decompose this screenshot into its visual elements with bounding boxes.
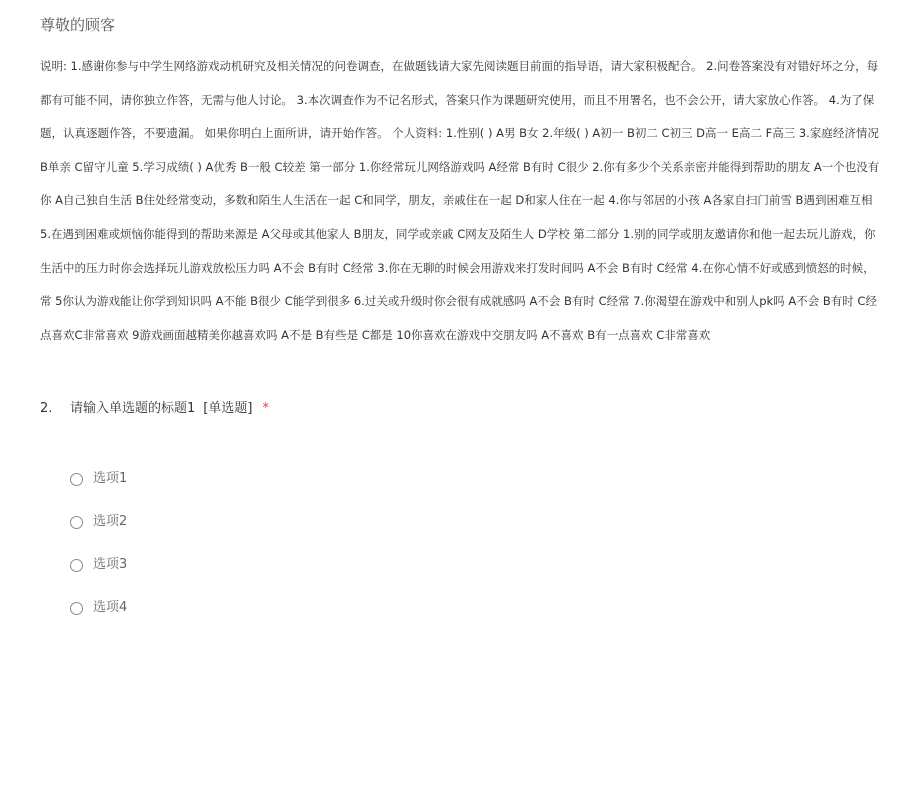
option-label[interactable]: 选项2	[93, 514, 128, 529]
option-1[interactable]	[70, 468, 127, 490]
survey-intro	[40, 55, 900, 357]
question-number: 2.	[40, 401, 53, 416]
intro-line: 常 5你认为游戏能让你学到知识吗 A不能 B很少 C能学到很多 6.过关或升级时你会很有成就感吗 A不会 B有时 C经常 7.你渴望在游戏中和别人pk吗 A不会 B有时 C经	[40, 294, 877, 309]
question-title: 请输入单选题的标题1	[70, 401, 196, 416]
intro-line: 5.在遇到困难或烦恼你能得到的帮助来源是 A父母或其他家人 B朋友，同学或亲戚 C网友及陌生人 D学校 第二部分 1.别的同学或朋友邀请你和他一起去玩儿游戏，你	[40, 226, 876, 241]
intro-line: 题，认真逐题作答，不要遗漏。 如果你明白上面所讲，请开始作答。 个人资料: 1.性别( ) A男 B女 2.年级( ) A初一 B初二 C初三 D高一 E高二 F高三 3.家庭经济情况	[40, 126, 879, 141]
option-label[interactable]: 选项4	[93, 600, 128, 615]
option-label[interactable]: 选项3	[93, 557, 128, 572]
intro-line: B单亲 C留守儿童 5.学习成绩( ) A优秀 B一般 C较差 第一部分 1.你经常玩儿网络游戏吗 A经常 B有时 C很少 2.你有多少个关系亲密并能得到帮助的朋友 A一个也没有	[40, 159, 880, 174]
question-type-badge: [单选题]	[203, 401, 253, 416]
page-title: 尊敬的顾客	[40, 16, 116, 34]
intro-line: 你 A自己独自生活 B住处经常变动，多数和陌生人生活在一起 C和同学，朋友，亲戚住在一起 D和家人住在一起 4.你与邻居的小孩 A各家自扫门前雪 B遇到困难互相	[40, 193, 873, 208]
required-marker: *	[262, 401, 269, 416]
intro-line: 点喜欢C非常喜欢 9游戏画面越精美你越喜欢吗 A不是 B有些是 C都是 10你喜欢在游戏中交朋友吗 A不喜欢 B有一点喜欢 C非常喜欢	[40, 327, 711, 342]
intro-line: 都有可能不同，请你独立作答，无需与他人讨论。 3.本次调查作为不记名形式，答案只作为课题研究使用，而且不用署名，也不会公开，请大家放心作答。 4.为了保	[40, 92, 875, 107]
radio-circle-icon[interactable]	[70, 602, 83, 615]
question-header	[40, 398, 269, 420]
option-4[interactable]	[70, 597, 127, 619]
radio-circle-icon[interactable]	[70, 516, 83, 529]
radio-circle-icon[interactable]	[70, 473, 83, 486]
radio-circle-icon[interactable]	[70, 559, 83, 572]
option-label[interactable]: 选项1	[93, 471, 128, 486]
option-2[interactable]	[70, 511, 127, 533]
intro-line: 生活中的压力时你会选择玩儿游戏放松压力吗 A不会 B有时 C经常 3.你在无聊的时候会用游戏来打发时间吗 A不会 B有时 C经常 4.在你心情不好或感到愤怒的时候，	[40, 260, 875, 275]
option-3[interactable]	[70, 554, 127, 576]
intro-line: 说明: 1.感谢你参与中学生网络游戏动机研究及相关情况的问卷调查，在做题钱请大家先阅读题目前面的指导语，请大家积极配合。 2.问卷答案没有对错好坏之分，每	[40, 59, 879, 73]
options-list	[70, 468, 127, 640]
